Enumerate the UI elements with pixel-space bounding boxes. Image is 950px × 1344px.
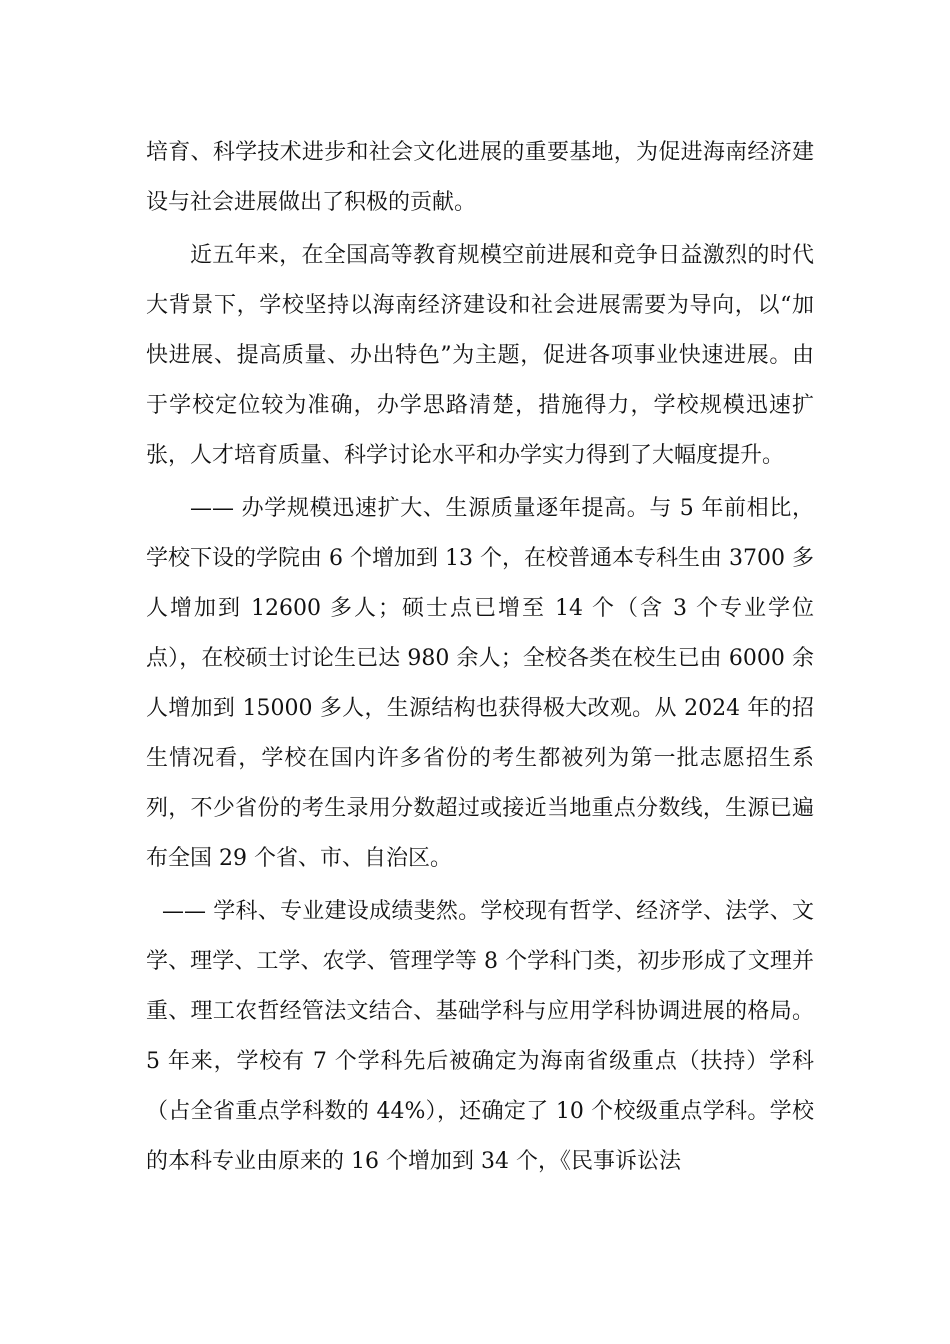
paragraph-1: 培育、科学技术进步和社会文化进展的重要基地，为促进海南经济建设与社会进展做出了积极的贡献。 — [146, 140, 814, 215]
paragraph-2: 近五年来，在全国高等教育规模空前进展和竞争日益激烈的时代大背景下，学校坚持以海南经济建设和社会进展需要为导向，以“加快进展、提高质量、办出特色”为主题，促进各项事业快速进展。由于学校定位较为准确，办学思路清楚，措施得力，学校规模迅速扩张，人才培育质量、科学讨论水平和办学实力得到了大幅度提升。 — [146, 243, 814, 468]
paragraph-3: —— 办学规模迅速扩大、生源质量逐年提高。与 5 年前相比，学校下设的学院由 6 个增加到 13 个，在校普通本专科生由 3700 多人增加到 12600 多人；硕士点已增至 14 个（含 3 个专业学位点），在校硕士讨论生已达 980 余人；全校各类在校生已由 6000 余人增加到 15000 多人，生源结构也获得极大改观。从 2024 年的招生情况看，学校在国内许多省份的考生都被列为第一批志愿招生系列，不少省份的考生录用分数超过或接近当地重点分数线，生源已遍布全国 29 个省、市、自治区。 — [146, 496, 814, 871]
document-body — [146, 128, 814, 1187]
paragraph-4: —— 学科、专业建设成绩斐然。学校现有哲学、经济学、法学、文学、理学、工学、农学、管理学等 8 个学科门类，初步形成了文理并重、理工农哲经管法文结合、基础学科与应用学科协调进展的格局。5 年来，学校有 7 个学科先后被确定为海南省级重点（扶持）学科（占全省重点学科数的 44%），还确定了 10 个校级重点学科。学校的本科专业由原来的 16 个增加到 34 个，《民事诉讼法 — [146, 899, 814, 1174]
